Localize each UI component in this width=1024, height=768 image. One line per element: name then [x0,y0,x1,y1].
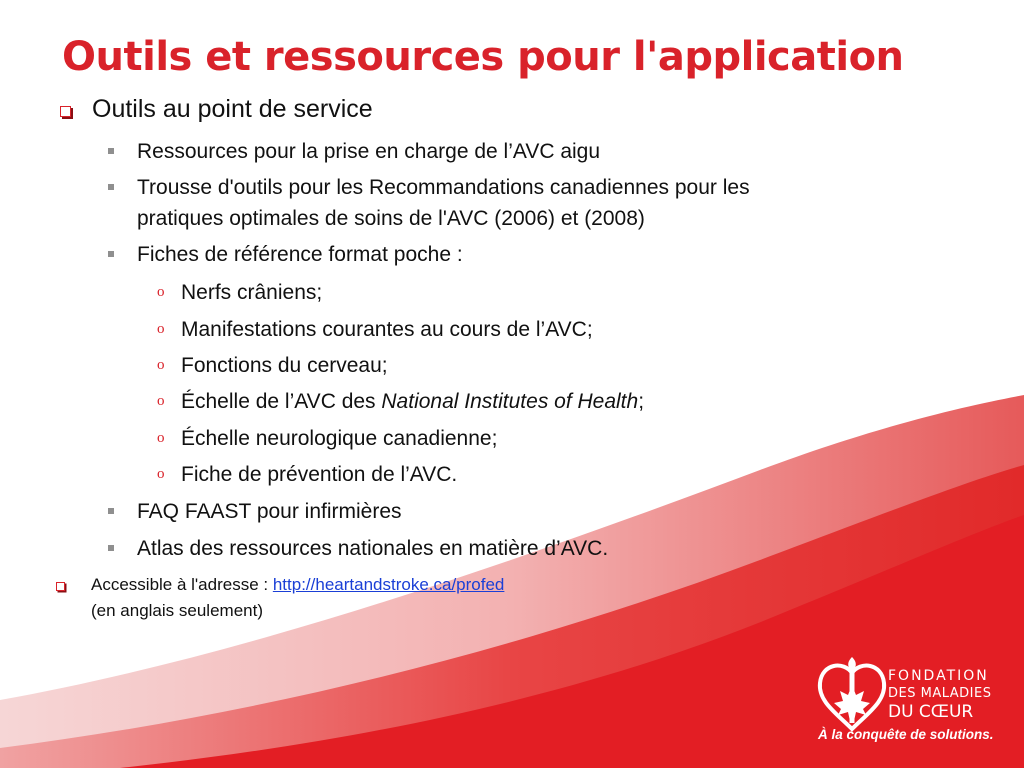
bullet-sub-3: Fiches de référence format poche : [137,243,463,266]
bullet-sub-2-line-2: pratiques optimales de soins de l'AVC (2006) et (2008) [137,207,645,230]
filled-square-bullet-icon [108,545,114,551]
filled-square-bullet-icon [108,508,114,514]
bullet-sub-2-line-1: Trousse d'outils pour les Recommandations canadiennes pour les [137,176,750,199]
access-line [91,575,504,595]
circle-bullet-icon: o [157,430,165,446]
filled-square-bullet-icon [108,148,114,154]
logo-line-2: DES MALADIES [888,686,992,701]
square-bullet-icon [56,582,65,591]
square-bullet-icon [60,106,71,117]
bullet-sub-4: FAQ FAAST pour infirmières [137,500,402,523]
access-note: (en anglais seulement) [91,601,263,620]
list-item-3: Fonctions du cerveau; [181,354,388,377]
circle-bullet-icon: o [157,357,165,373]
circle-bullet-icon: o [157,466,165,482]
list-item-2: Manifestations courantes au cours de l’AVC; [181,318,593,341]
list-item-4-suffix: ; [638,390,645,413]
circle-bullet-icon: o [157,284,165,300]
list-item-4 [181,390,644,414]
profed-link[interactable]: http://heartandstroke.ca/profed [272,575,505,594]
list-item-4-prefix: Échelle de l’AVC des [181,390,382,413]
logo-tagline: À la conquête de solutions. [818,727,994,742]
filled-square-bullet-icon [108,184,114,190]
list-item-1: Nerfs crâniens; [181,281,323,304]
circle-bullet-icon: o [157,321,165,337]
circle-bullet-icon: o [157,393,165,409]
bullet-sub-5: Atlas des ressources nationales en matière d’AVC. [137,537,609,560]
logo-line-3: DU CŒUR [888,702,974,722]
filled-square-bullet-icon [108,251,114,257]
access-prefix: Accessible à l'adresse : [91,575,273,594]
bullet-sub-1: Ressources pour la prise en charge de l’AVC aigu [137,140,601,163]
logo-line-1: FONDATION [888,668,989,684]
slide-title: Outils et ressources pour l'application [62,34,904,80]
list-item-5: Échelle neurologique canadienne; [181,427,498,450]
list-item-6: Fiche de prévention de l’AVC. [181,463,458,486]
list-item-4-italic: National Institutes of Health [381,390,639,413]
bullet-main-1: Outils au point de service [92,95,373,123]
